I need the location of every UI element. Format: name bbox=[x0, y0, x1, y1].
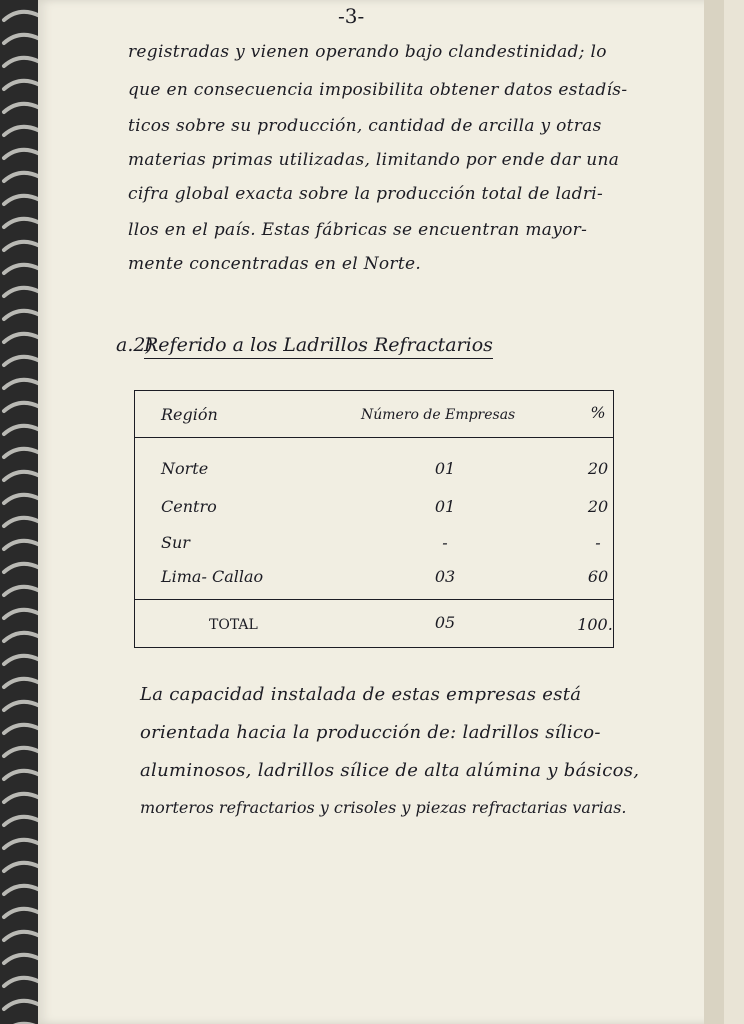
table-cell-percent: - bbox=[595, 533, 601, 552]
table-header-count: Número de Empresas bbox=[361, 407, 516, 423]
table-cell-count: 03 bbox=[434, 567, 456, 586]
table-total-count: 05 bbox=[434, 613, 456, 632]
intro-line: materias primas utilizadas, limitando por ende dar una bbox=[128, 150, 620, 170]
closing-line: aluminosos, ladrillos sílice de alta alúmina y básicos, bbox=[140, 760, 640, 781]
closing-line: morteros refractarios y crisoles y piezas refractarias varias. bbox=[140, 798, 627, 817]
intro-line: mente concentradas en el Norte. bbox=[128, 254, 422, 274]
section-label: a.2) bbox=[116, 334, 153, 356]
table-cell-region: Centro bbox=[161, 497, 217, 516]
intro-line: ticos sobre su producción, cantidad de arcilla y otras bbox=[128, 116, 602, 136]
table-cell-percent: 20 bbox=[587, 459, 609, 478]
table-total-percent: 100. bbox=[577, 615, 613, 634]
table-cell-count: 01 bbox=[434, 459, 456, 478]
table-cell-percent: 60 bbox=[587, 567, 609, 586]
section-title: Referido a los Ladrillos Refractarios bbox=[144, 334, 493, 359]
table-cell-region: Lima- Callao bbox=[161, 567, 264, 586]
table-total-rule bbox=[135, 599, 613, 600]
table-total-label: TOTAL bbox=[209, 617, 258, 633]
table-cell-count: - bbox=[442, 533, 448, 552]
refractory-table bbox=[134, 390, 614, 648]
table-cell-region: Sur bbox=[161, 533, 190, 552]
table-cell-percent: 20 bbox=[587, 497, 609, 516]
table-header-percent: % bbox=[590, 403, 606, 422]
table-header-rule bbox=[135, 437, 613, 438]
intro-line: cifra global exacta sobre la producción total de ladri- bbox=[128, 184, 604, 204]
table-cell-region: Norte bbox=[161, 459, 209, 478]
closing-line: orientada hacia la producción de: ladrillos sílico- bbox=[140, 722, 601, 743]
page-stack-edge bbox=[704, 0, 724, 1024]
intro-line: registradas y vienen operando bajo clandestinidad; lo bbox=[128, 42, 607, 62]
intro-line: que en consecuencia imposibilita obtener datos estadís- bbox=[128, 80, 628, 100]
table-header-region: Región bbox=[161, 405, 218, 424]
page-number: -3- bbox=[338, 4, 365, 28]
table-cell-count: 01 bbox=[434, 497, 456, 516]
intro-line: llos en el país. Estas fábricas se encuentran mayor- bbox=[128, 220, 588, 240]
closing-line: La capacidad instalada de estas empresas está bbox=[140, 684, 582, 705]
